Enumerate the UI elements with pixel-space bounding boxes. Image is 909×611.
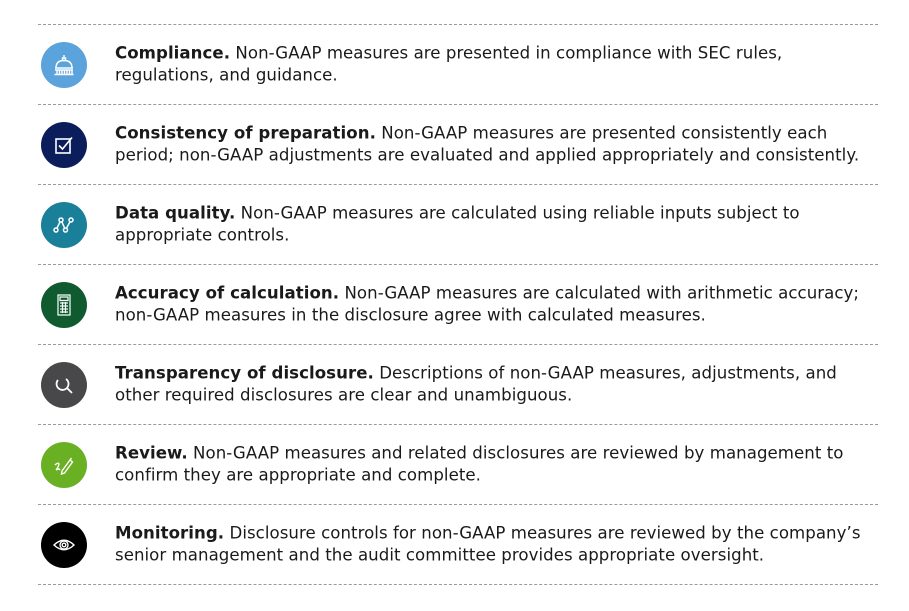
list-item-compliance [38,25,878,104]
list-item-monitoring [38,505,878,584]
item-title: Accuracy of calculation. [115,283,340,302]
item-body: Non-GAAP measures are presented consistently each period; non-GAAP adjustments are evaluated and applied appropriately and consistently. [115,123,860,165]
item-text [115,42,878,87]
list-item-accuracy [38,265,878,344]
checkbox-icon [41,122,87,168]
item-text [115,522,878,567]
data-nodes-icon [41,202,87,248]
item-title: Data quality. [115,203,236,222]
pen-signature-icon [41,442,87,488]
list-item-transparency [38,345,878,424]
item-title: Review. [115,443,188,462]
list-item-data-quality [38,185,878,264]
item-body: Disclosure controls for non-GAAP measures are reviewed by the company’s senior management and the audit committee provides appropriate oversight. [115,523,861,565]
item-body: Non-GAAP measures are presented in compliance with SEC rules, regulations, and guidance. [115,43,783,85]
item-text [115,442,878,487]
item-text [115,122,878,167]
item-title: Consistency of preparation. [115,123,376,142]
calculator-icon [41,282,87,328]
item-title: Transparency of disclosure. [115,363,374,382]
item-title: Compliance. [115,43,231,62]
item-text [115,362,878,407]
eye-icon [41,522,87,568]
item-body: Non-GAAP measures are calculated using reliable inputs subject to appropriate controls. [115,203,800,245]
item-text [115,282,878,327]
list-item-consistency [38,105,878,184]
magnifier-icon [41,362,87,408]
item-body: Descriptions of non-GAAP measures, adjustments, and other required disclosures are clear and unambiguous. [115,363,837,405]
list-item-review [38,425,878,504]
capitol-dome-icon [41,42,87,88]
principles-list [38,24,878,585]
item-text [115,202,878,247]
item-body: Non-GAAP measures are calculated with arithmetic accuracy; non-GAAP measures in the disclosure agree with calculated measures. [115,283,860,325]
divider [38,584,878,585]
item-title: Monitoring. [115,523,225,542]
item-body: Non-GAAP measures and related disclosures are reviewed by management to confirm they are appropriate and complete. [115,443,844,485]
